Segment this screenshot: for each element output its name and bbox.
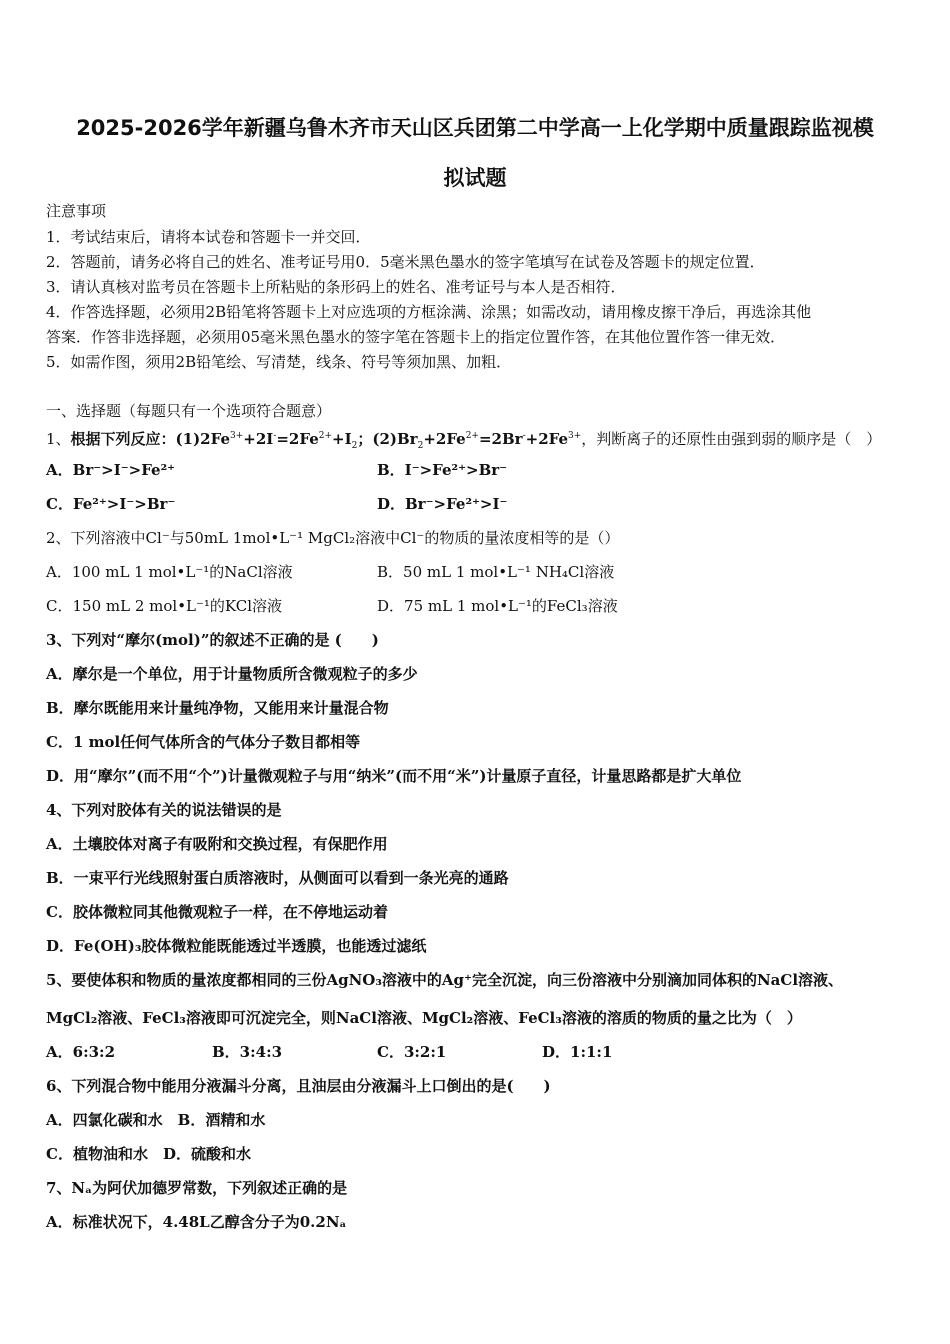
q1-option-b: B．I⁻>Fe²⁺>Br⁻ (377, 461, 508, 479)
notice-heading: 注意事项 (46, 202, 107, 220)
q2-option-c: C．150 mL 2 mol•L⁻¹的KCl溶液 (46, 597, 283, 615)
question-6: 6、下列混合物中能用分液漏斗分离，且油层由分液漏斗上口倒出的是( ) (46, 1077, 551, 1095)
q2-option-a: A．100 mL 1 mol•L⁻¹的NaCl溶液 (46, 563, 293, 581)
q6-options-ab: A．四氯化碳和水 B．酒精和水 (46, 1111, 266, 1129)
notice-item-1: 1．考试结束后，请将本试卷和答题卡一并交回． (46, 228, 371, 246)
q2-option-d: D．75 mL 1 mol•L⁻¹的FeCl₃溶液 (377, 597, 618, 615)
q3-option-b: B．摩尔既能用来计量纯净物，又能用来计量混合物 (46, 699, 389, 717)
question-3: 3、下列对“摩尔(mol)”的叙述不正确的是 ( ) (46, 631, 379, 649)
q5-option-d: D．1:1:1 (542, 1043, 613, 1061)
q1-option-a: A．Br⁻>I⁻>Fe²⁺ (46, 461, 176, 479)
q4-option-a: A．土壤胶体对离子有吸附和交换过程，有保肥作用 (46, 835, 388, 853)
q1-option-c: C．Fe²⁺>I⁻>Br⁻ (46, 495, 176, 513)
q5-option-a: A．6:3:2 (46, 1043, 116, 1061)
notice-item-3: 3．请认真核对监考员在答题卡上所粘贴的条形码上的姓名、准考证号与本人是否相符． (46, 278, 626, 296)
q5-option-c: C．3:2:1 (377, 1043, 447, 1061)
q3-option-d: D．用“摩尔”(而不用“个”)计量微观粒子与用“纳米”(而不用“米”)计量原子直径，计量思路都是扩大单位 (46, 767, 742, 785)
question-2: 2、下列溶液中Cl⁻与50mL 1mol•L⁻¹ MgCl₂溶液中Cl⁻的物质的量浓度相等的是（） (46, 529, 620, 547)
q4-option-c: C．胶体微粒同其他微观粒子一样，在不停地运动着 (46, 903, 388, 921)
q1-option-d: D．Br⁻>Fe²⁺>I⁻ (377, 495, 508, 513)
question-7: 7、Nₐ为阿伏加德罗常数，下列叙述正确的是 (46, 1179, 348, 1197)
q3-option-a: A．摩尔是一个单位，用于计量物质所含微观粒子的多少 (46, 665, 418, 683)
q5-option-b: B．3:4:3 (212, 1043, 283, 1061)
question-4: 4、下列对胶体有关的说法错误的是 (46, 801, 282, 819)
question-5-line2: MgCl₂溶液、FeCl₃溶液即可沉淀完全，则NaCl溶液、MgCl₂溶液、FeCl₃溶液的溶质的物质的量之比为（ ） (46, 1009, 802, 1027)
notice-item-2: 2．答题前，请务必将自己的姓名、准考证号用0．5毫米黑色墨水的签字笔填写在试卷及答题卡的规定位置． (46, 253, 765, 271)
exam-title-line1: 2025-2026学年新疆乌鲁木齐市天山区兵团第二中学高一上化学期中质量跟踪监视模 (76, 116, 874, 140)
q4-option-d: D．Fe(OH)₃胶体微粒能既能透过半透膜，也能透过滤纸 (46, 937, 427, 955)
q4-option-b: B．一束平行光线照射蛋白质溶液时，从侧面可以看到一条光亮的通路 (46, 869, 509, 887)
section-heading: 一、选择题（每题只有一个选项符合题意） (46, 402, 332, 420)
notice-item-4b: 答案．作答非选择题，必须用05毫米黑色墨水的签字笔在答题卡上的指定位置作答，在其他位置作答一律无效． (46, 328, 786, 346)
q6-options-cd: C．植物油和水 D．硫酸和水 (46, 1145, 251, 1163)
question-1: 1、根据下列反应：$(1)2Fe^{3+}+2I^-=2Fe^{2+}+I_2$；$(2)Br_2+2Fe^{2+}=2Br^-+2Fe^{3+}$，判断离子的还原性由强到弱的顺序是（ ） (46, 430, 882, 451)
question-5-line1: 5、要使体积和物质的量浓度都相同的三份AgNO₃溶液中的Ag⁺完全沉淀，向三份溶液中分别滴加同体积的NaCl溶液、 (46, 971, 844, 989)
q7-option-a: A．标准状况下，4.48L乙醇含分子为0.2Nₐ (46, 1213, 347, 1231)
notice-item-5: 5．如需作图，须用2B铅笔绘、写清楚，线条、符号等须加黑、加粗． (46, 353, 512, 371)
notice-item-4a: 4．作答选择题，必须用2B铅笔将答题卡上对应选项的方框涂满、涂黑；如需改动，请用橡皮擦干净后，再选涂其他 (46, 303, 812, 321)
q3-option-c: C．1 mol任何气体所含的气体分子数目都相等 (46, 733, 361, 751)
q2-option-b: B．50 mL 1 mol•L⁻¹ NH₄Cl溶液 (377, 563, 615, 581)
exam-title-line2: 拟试题 (443, 166, 507, 190)
